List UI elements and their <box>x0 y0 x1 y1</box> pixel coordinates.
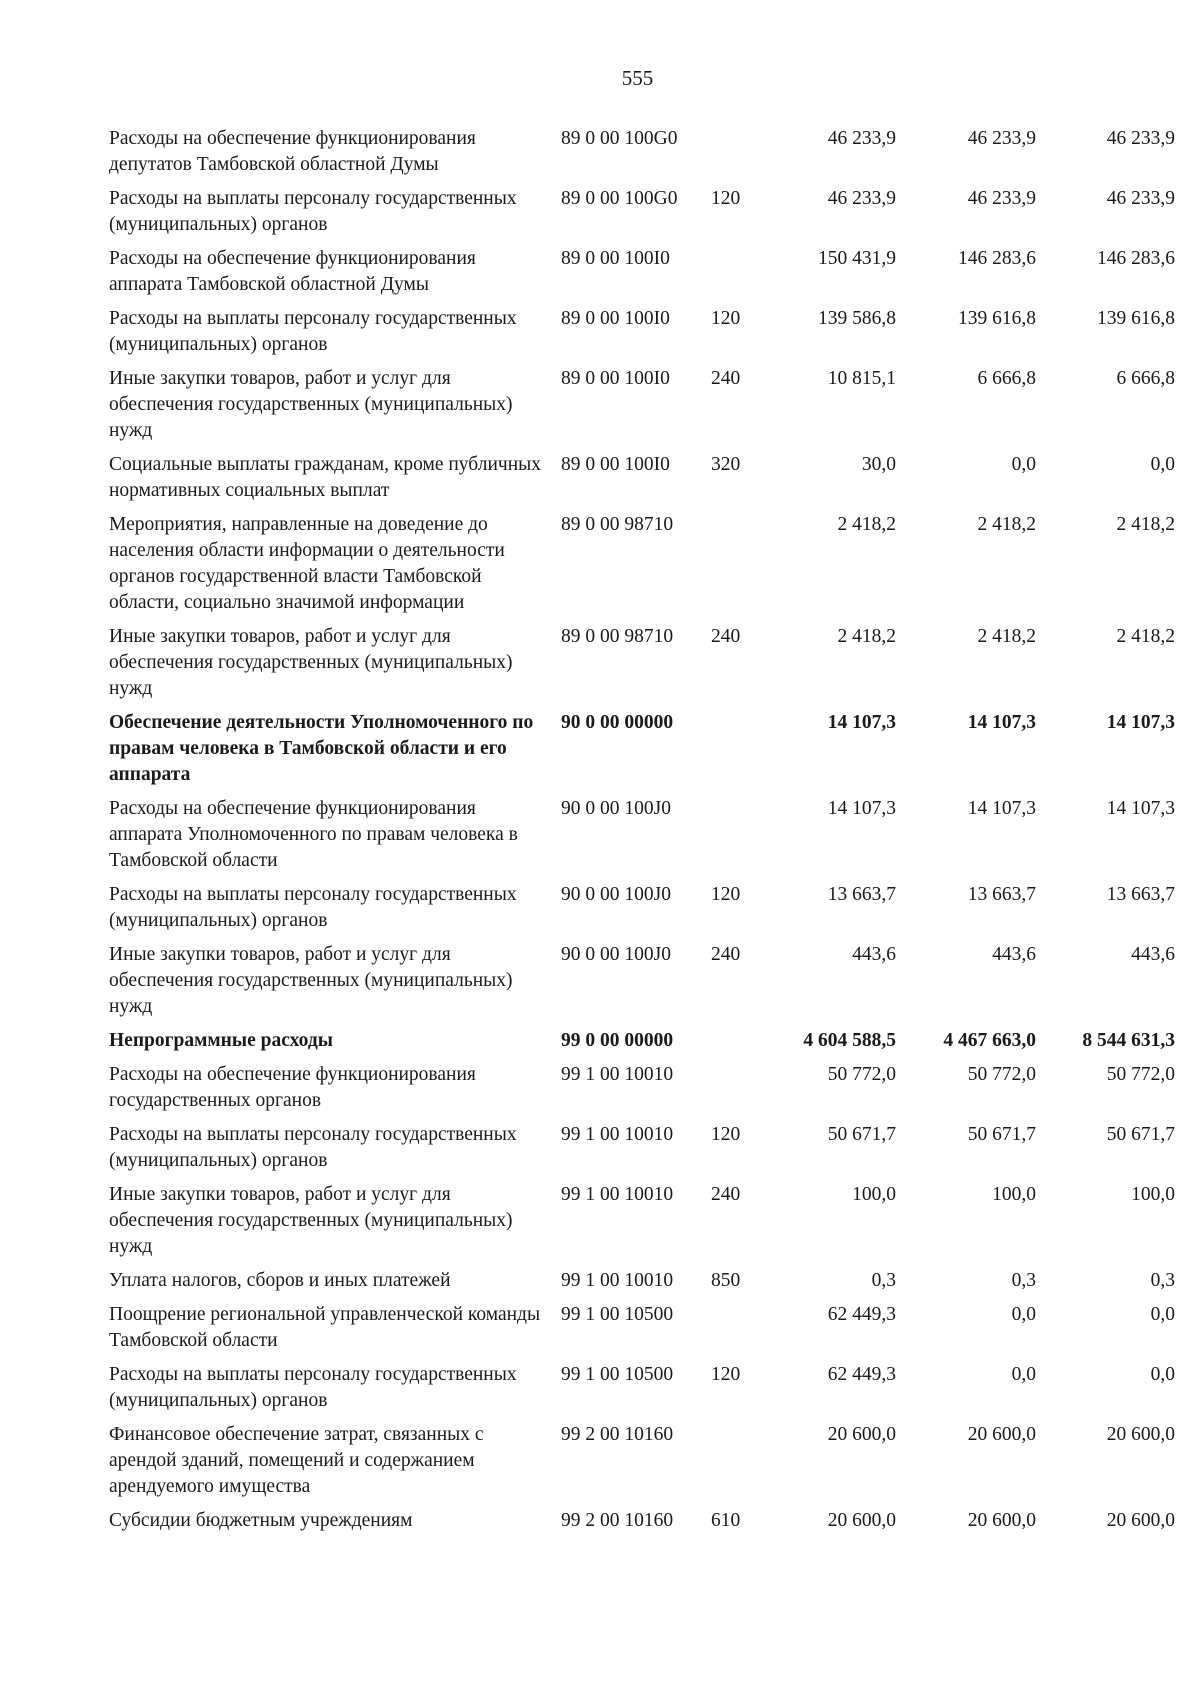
table-row <box>109 1122 1175 1182</box>
row-amount-year-3: 50 772,0 <box>1106 1064 1175 1085</box>
table-row <box>109 1182 1175 1268</box>
row-amount-year-1: 2 418,2 <box>837 626 896 647</box>
row-amount-year-1: 10 815,1 <box>827 368 896 389</box>
row-expense-type <box>701 246 756 306</box>
row-expense-type <box>701 1302 756 1362</box>
row-expense-type <box>701 710 756 796</box>
row-target-code: 99 1 00 10010 <box>561 1270 674 1291</box>
row-expense-type: 240 <box>711 368 741 389</box>
row-expense-type: 240 <box>711 1184 741 1205</box>
row-amount-year-2: 14 107,3 <box>967 798 1036 819</box>
row-amount-year-3: 0,0 <box>1150 454 1175 475</box>
row-amount-year-2: 46 233,9 <box>967 128 1036 149</box>
row-target-code: 90 0 00 00000 <box>561 712 674 733</box>
row-amount-year-3: 0,3 <box>1150 1270 1175 1291</box>
row-amount-year-1: 62 449,3 <box>827 1304 896 1325</box>
row-amount-year-3: 13 663,7 <box>1106 884 1175 905</box>
table-row <box>109 512 1175 624</box>
row-amount-year-2: 46 233,9 <box>967 188 1036 209</box>
row-amount-year-1: 100,0 <box>852 1184 896 1205</box>
row-amount-year-2: 14 107,3 <box>967 712 1036 733</box>
row-description: Уплата налогов, сборов и иных платежей <box>109 1270 451 1291</box>
row-amount-year-1: 14 107,3 <box>827 712 896 733</box>
row-amount-year-3: 2 418,2 <box>1116 626 1175 647</box>
row-description: Расходы на выплаты персоналу государственных (муниципальных) органов <box>109 188 517 235</box>
row-amount-year-3: 443,6 <box>1131 944 1175 965</box>
row-expense-type: 120 <box>711 1124 741 1145</box>
row-expense-type: 240 <box>711 944 741 965</box>
table-row <box>109 1362 1175 1422</box>
row-amount-year-2: 0,0 <box>1011 1304 1036 1325</box>
row-description: Расходы на выплаты персоналу государственных (муниципальных) органов <box>109 884 517 931</box>
row-amount-year-1: 4 604 588,5 <box>803 1030 896 1051</box>
row-amount-year-2: 139 616,8 <box>958 308 1036 329</box>
row-amount-year-2: 20 600,0 <box>967 1424 1036 1445</box>
row-amount-year-2: 0,0 <box>1011 454 1036 475</box>
row-amount-year-3: 20 600,0 <box>1106 1424 1175 1445</box>
row-amount-year-3: 139 616,8 <box>1097 308 1175 329</box>
row-target-code: 89 0 00 100G0 <box>561 128 678 149</box>
table-row <box>109 1508 1175 1542</box>
table-row <box>109 1062 1175 1122</box>
row-description: Поощрение региональной управленческой команды Тамбовской области <box>109 1304 541 1351</box>
page-number: 555 <box>621 66 654 90</box>
row-description: Субсидии бюджетным учреждениям <box>109 1510 413 1531</box>
row-expense-type: 850 <box>711 1270 741 1291</box>
row-amount-year-3: 8 544 631,3 <box>1082 1030 1175 1051</box>
table-row <box>109 1422 1175 1508</box>
row-description: Расходы на выплаты персоналу государственных (муниципальных) органов <box>109 308 517 355</box>
row-target-code: 89 0 00 98710 <box>561 626 674 647</box>
row-amount-year-1: 20 600,0 <box>827 1510 896 1531</box>
row-amount-year-2: 0,0 <box>1011 1364 1036 1385</box>
row-amount-year-1: 30,0 <box>861 454 896 475</box>
row-amount-year-3: 14 107,3 <box>1106 712 1175 733</box>
row-description: Непрограммные расходы <box>109 1030 333 1051</box>
table-row <box>109 1302 1175 1362</box>
row-amount-year-2: 2 418,2 <box>977 514 1036 535</box>
row-target-code: 89 0 00 100G0 <box>561 188 678 209</box>
row-expense-type <box>701 126 756 186</box>
row-amount-year-3: 50 671,7 <box>1106 1124 1175 1145</box>
row-amount-year-1: 443,6 <box>852 944 896 965</box>
row-target-code: 99 1 00 10500 <box>561 1304 674 1325</box>
row-amount-year-1: 50 772,0 <box>827 1064 896 1085</box>
row-amount-year-2: 146 283,6 <box>958 248 1036 269</box>
row-description: Мероприятия, направленные на доведение до населения области информации о деятельности органов государственной власти Тамбовской области, социально значимой информации <box>109 514 505 613</box>
budget-table <box>109 126 1175 1542</box>
table-row <box>109 126 1175 186</box>
row-description: Расходы на выплаты персоналу государственных (муниципальных) органов <box>109 1124 517 1171</box>
table-row <box>109 942 1175 1028</box>
row-expense-type <box>701 1422 756 1508</box>
table-row <box>109 624 1175 710</box>
row-description: Финансовое обеспечение затрат, связанных с арендой зданий, помещений и содержанием арендуемого имущества <box>109 1424 484 1497</box>
table-row <box>109 246 1175 306</box>
row-expense-type: 240 <box>711 626 741 647</box>
row-amount-year-2: 13 663,7 <box>967 884 1036 905</box>
row-amount-year-2: 50 671,7 <box>967 1124 1036 1145</box>
row-description: Иные закупки товаров, работ и услуг для обеспечения государственных (муниципальных) нужд <box>109 626 513 699</box>
table-row <box>109 186 1175 246</box>
row-amount-year-1: 14 107,3 <box>827 798 896 819</box>
row-description: Расходы на обеспечение функционирования аппарата Уполномоченного по правам человека в Тамбовской области <box>109 798 518 871</box>
row-amount-year-1: 0,3 <box>871 1270 896 1291</box>
table-body <box>109 126 1175 1542</box>
row-description: Социальные выплаты гражданам, кроме публичных нормативных социальных выплат <box>109 454 541 501</box>
row-expense-type <box>701 796 756 882</box>
row-target-code: 89 0 00 100I0 <box>561 248 670 269</box>
row-target-code: 89 0 00 98710 <box>561 514 674 535</box>
row-amount-year-2: 0,3 <box>1011 1270 1036 1291</box>
table-row <box>109 366 1175 452</box>
row-expense-type: 120 <box>711 884 741 905</box>
row-description: Иные закупки товаров, работ и услуг для обеспечения государственных (муниципальных) нужд <box>109 1184 513 1257</box>
row-description: Иные закупки товаров, работ и услуг для обеспечения государственных (муниципальных) нужд <box>109 944 513 1017</box>
row-target-code: 99 1 00 10010 <box>561 1184 674 1205</box>
row-description: Расходы на обеспечение функционирования государственных органов <box>109 1064 476 1111</box>
row-amount-year-3: 46 233,9 <box>1106 128 1175 149</box>
row-amount-year-3: 146 283,6 <box>1097 248 1175 269</box>
row-expense-type <box>701 1028 756 1062</box>
row-target-code: 99 0 00 00000 <box>561 1030 674 1051</box>
table-row <box>109 306 1175 366</box>
row-expense-type <box>701 512 756 624</box>
row-target-code: 89 0 00 100I0 <box>561 368 670 389</box>
row-amount-year-1: 46 233,9 <box>827 128 896 149</box>
row-amount-year-3: 46 233,9 <box>1106 188 1175 209</box>
row-description: Расходы на выплаты персоналу государственных (муниципальных) органов <box>109 1364 517 1411</box>
row-amount-year-1: 2 418,2 <box>837 514 896 535</box>
table-row <box>109 796 1175 882</box>
row-amount-year-3: 2 418,2 <box>1116 514 1175 535</box>
row-target-code: 99 1 00 10010 <box>561 1064 674 1085</box>
row-amount-year-3: 100,0 <box>1131 1184 1175 1205</box>
row-amount-year-1: 150 431,9 <box>818 248 896 269</box>
row-target-code: 90 0 00 100J0 <box>561 944 671 965</box>
table-row <box>109 882 1175 942</box>
row-target-code: 89 0 00 100I0 <box>561 308 670 329</box>
table-row <box>109 710 1175 796</box>
row-target-code: 99 1 00 10500 <box>561 1364 674 1385</box>
row-target-code: 99 2 00 10160 <box>561 1424 674 1445</box>
row-expense-type: 120 <box>711 308 741 329</box>
row-amount-year-2: 2 418,2 <box>977 626 1036 647</box>
table-row <box>109 452 1175 512</box>
table-row <box>109 1268 1175 1302</box>
row-amount-year-2: 4 467 663,0 <box>943 1030 1036 1051</box>
row-amount-year-1: 20 600,0 <box>827 1424 896 1445</box>
row-expense-type: 120 <box>711 188 741 209</box>
row-amount-year-2: 20 600,0 <box>967 1510 1036 1531</box>
row-amount-year-3: 20 600,0 <box>1106 1510 1175 1531</box>
row-expense-type: 610 <box>711 1510 741 1531</box>
row-amount-year-2: 100,0 <box>992 1184 1036 1205</box>
row-expense-type: 320 <box>711 454 741 475</box>
row-expense-type <box>701 1062 756 1122</box>
row-amount-year-2: 443,6 <box>992 944 1036 965</box>
row-amount-year-1: 13 663,7 <box>827 884 896 905</box>
row-target-code: 89 0 00 100I0 <box>561 454 670 475</box>
row-expense-type: 120 <box>711 1364 741 1385</box>
row-description: Расходы на обеспечение функционирования аппарата Тамбовской областной Думы <box>109 248 476 295</box>
row-target-code: 90 0 00 100J0 <box>561 884 671 905</box>
row-amount-year-1: 139 586,8 <box>818 308 896 329</box>
row-amount-year-3: 6 666,8 <box>1116 368 1175 389</box>
row-target-code: 99 2 00 10160 <box>561 1510 674 1531</box>
row-amount-year-3: 14 107,3 <box>1106 798 1175 819</box>
row-amount-year-1: 50 671,7 <box>827 1124 896 1145</box>
row-description: Иные закупки товаров, работ и услуг для обеспечения государственных (муниципальных) нужд <box>109 368 513 441</box>
row-target-code: 90 0 00 100J0 <box>561 798 671 819</box>
row-amount-year-2: 6 666,8 <box>977 368 1036 389</box>
row-amount-year-3: 0,0 <box>1150 1304 1175 1325</box>
row-amount-year-2: 50 772,0 <box>967 1064 1036 1085</box>
row-target-code: 99 1 00 10010 <box>561 1124 674 1145</box>
row-description: Расходы на обеспечение функционирования депутатов Тамбовской областной Думы <box>109 128 476 175</box>
row-amount-year-1: 62 449,3 <box>827 1364 896 1385</box>
row-amount-year-1: 46 233,9 <box>827 188 896 209</box>
row-amount-year-3: 0,0 <box>1150 1364 1175 1385</box>
table-row <box>109 1028 1175 1062</box>
row-description: Обеспечение деятельности Уполномоченного по правам человека в Тамбовской области и его аппарата <box>109 712 534 785</box>
